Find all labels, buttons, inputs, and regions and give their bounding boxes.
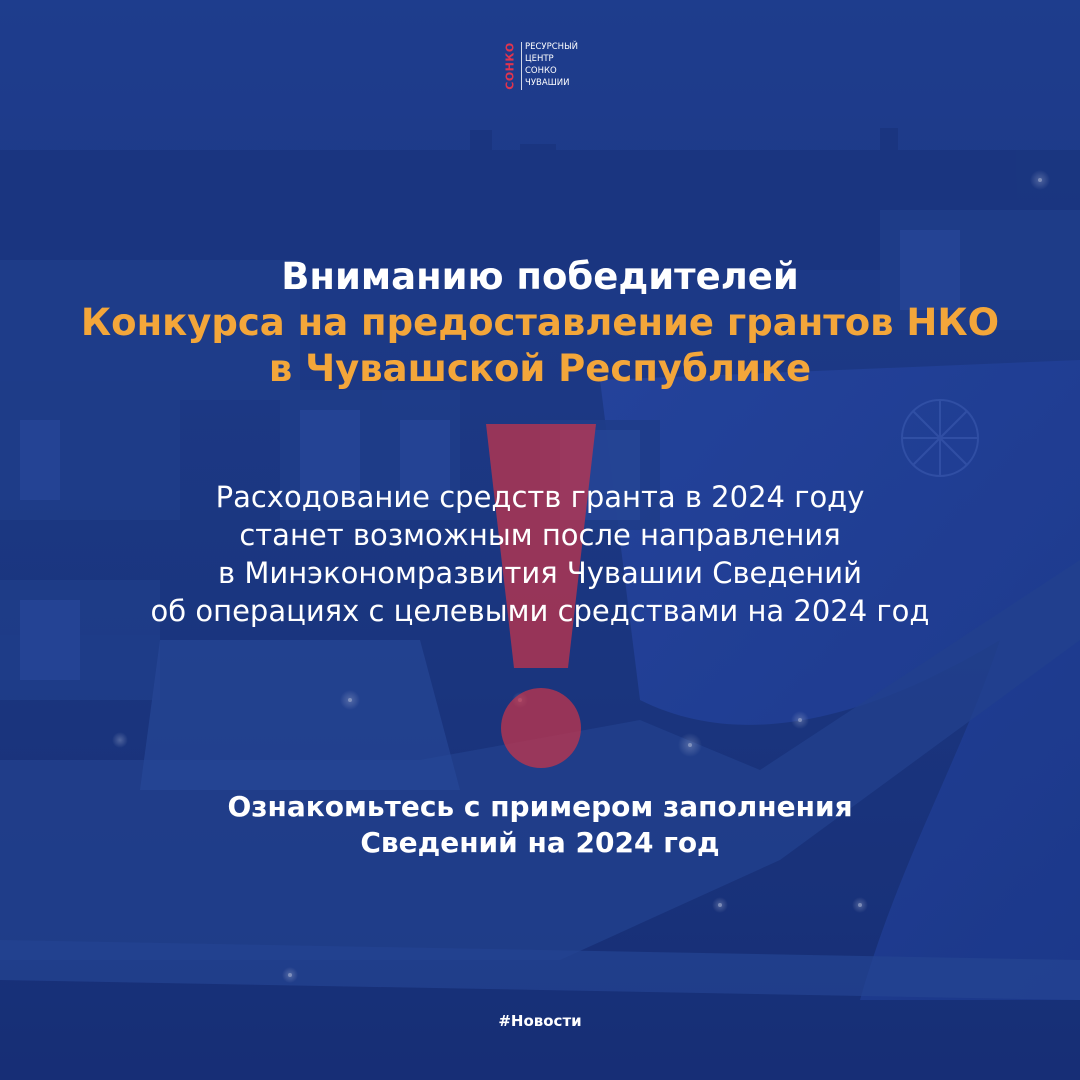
announcement-text xyxy=(0,478,1080,630)
logo-mark xyxy=(503,40,517,92)
announcement-line: Расходование средств гранта в 2024 году xyxy=(215,480,865,514)
cta-line-2: Сведений на 2024 год xyxy=(360,826,720,859)
headline-line-3: в Чувашской Республике xyxy=(268,347,812,390)
headline xyxy=(0,254,1080,392)
logo-caption xyxy=(525,41,578,89)
logo-line: ЧУВАШИИ xyxy=(525,78,570,88)
logo-line: СОНКО xyxy=(525,66,557,76)
headline-line-1: Вниманию победителей xyxy=(281,255,799,298)
call-to-action xyxy=(0,789,1080,861)
logo-line: ЦЕНТР xyxy=(525,54,554,64)
cta-line-1: Ознакомьтесь с примером заполнения xyxy=(227,790,853,823)
announcement-line: в Минэкономразвития Чувашии Сведений xyxy=(218,556,862,590)
logo-line: РЕСУРСНЫЙ xyxy=(525,42,578,52)
announcement-line: об операциях с целевыми средствами на 2024 год xyxy=(150,594,930,628)
organization-logo xyxy=(503,40,583,96)
announcement-line: станет возможным после направления xyxy=(239,518,841,552)
logo-divider xyxy=(521,42,522,90)
logo-mark-text: СОНКО xyxy=(503,42,517,90)
hashtag-news: #Новости xyxy=(498,1012,582,1030)
headline-line-2: Конкурса на предоставление грантов НКО xyxy=(80,301,1000,344)
